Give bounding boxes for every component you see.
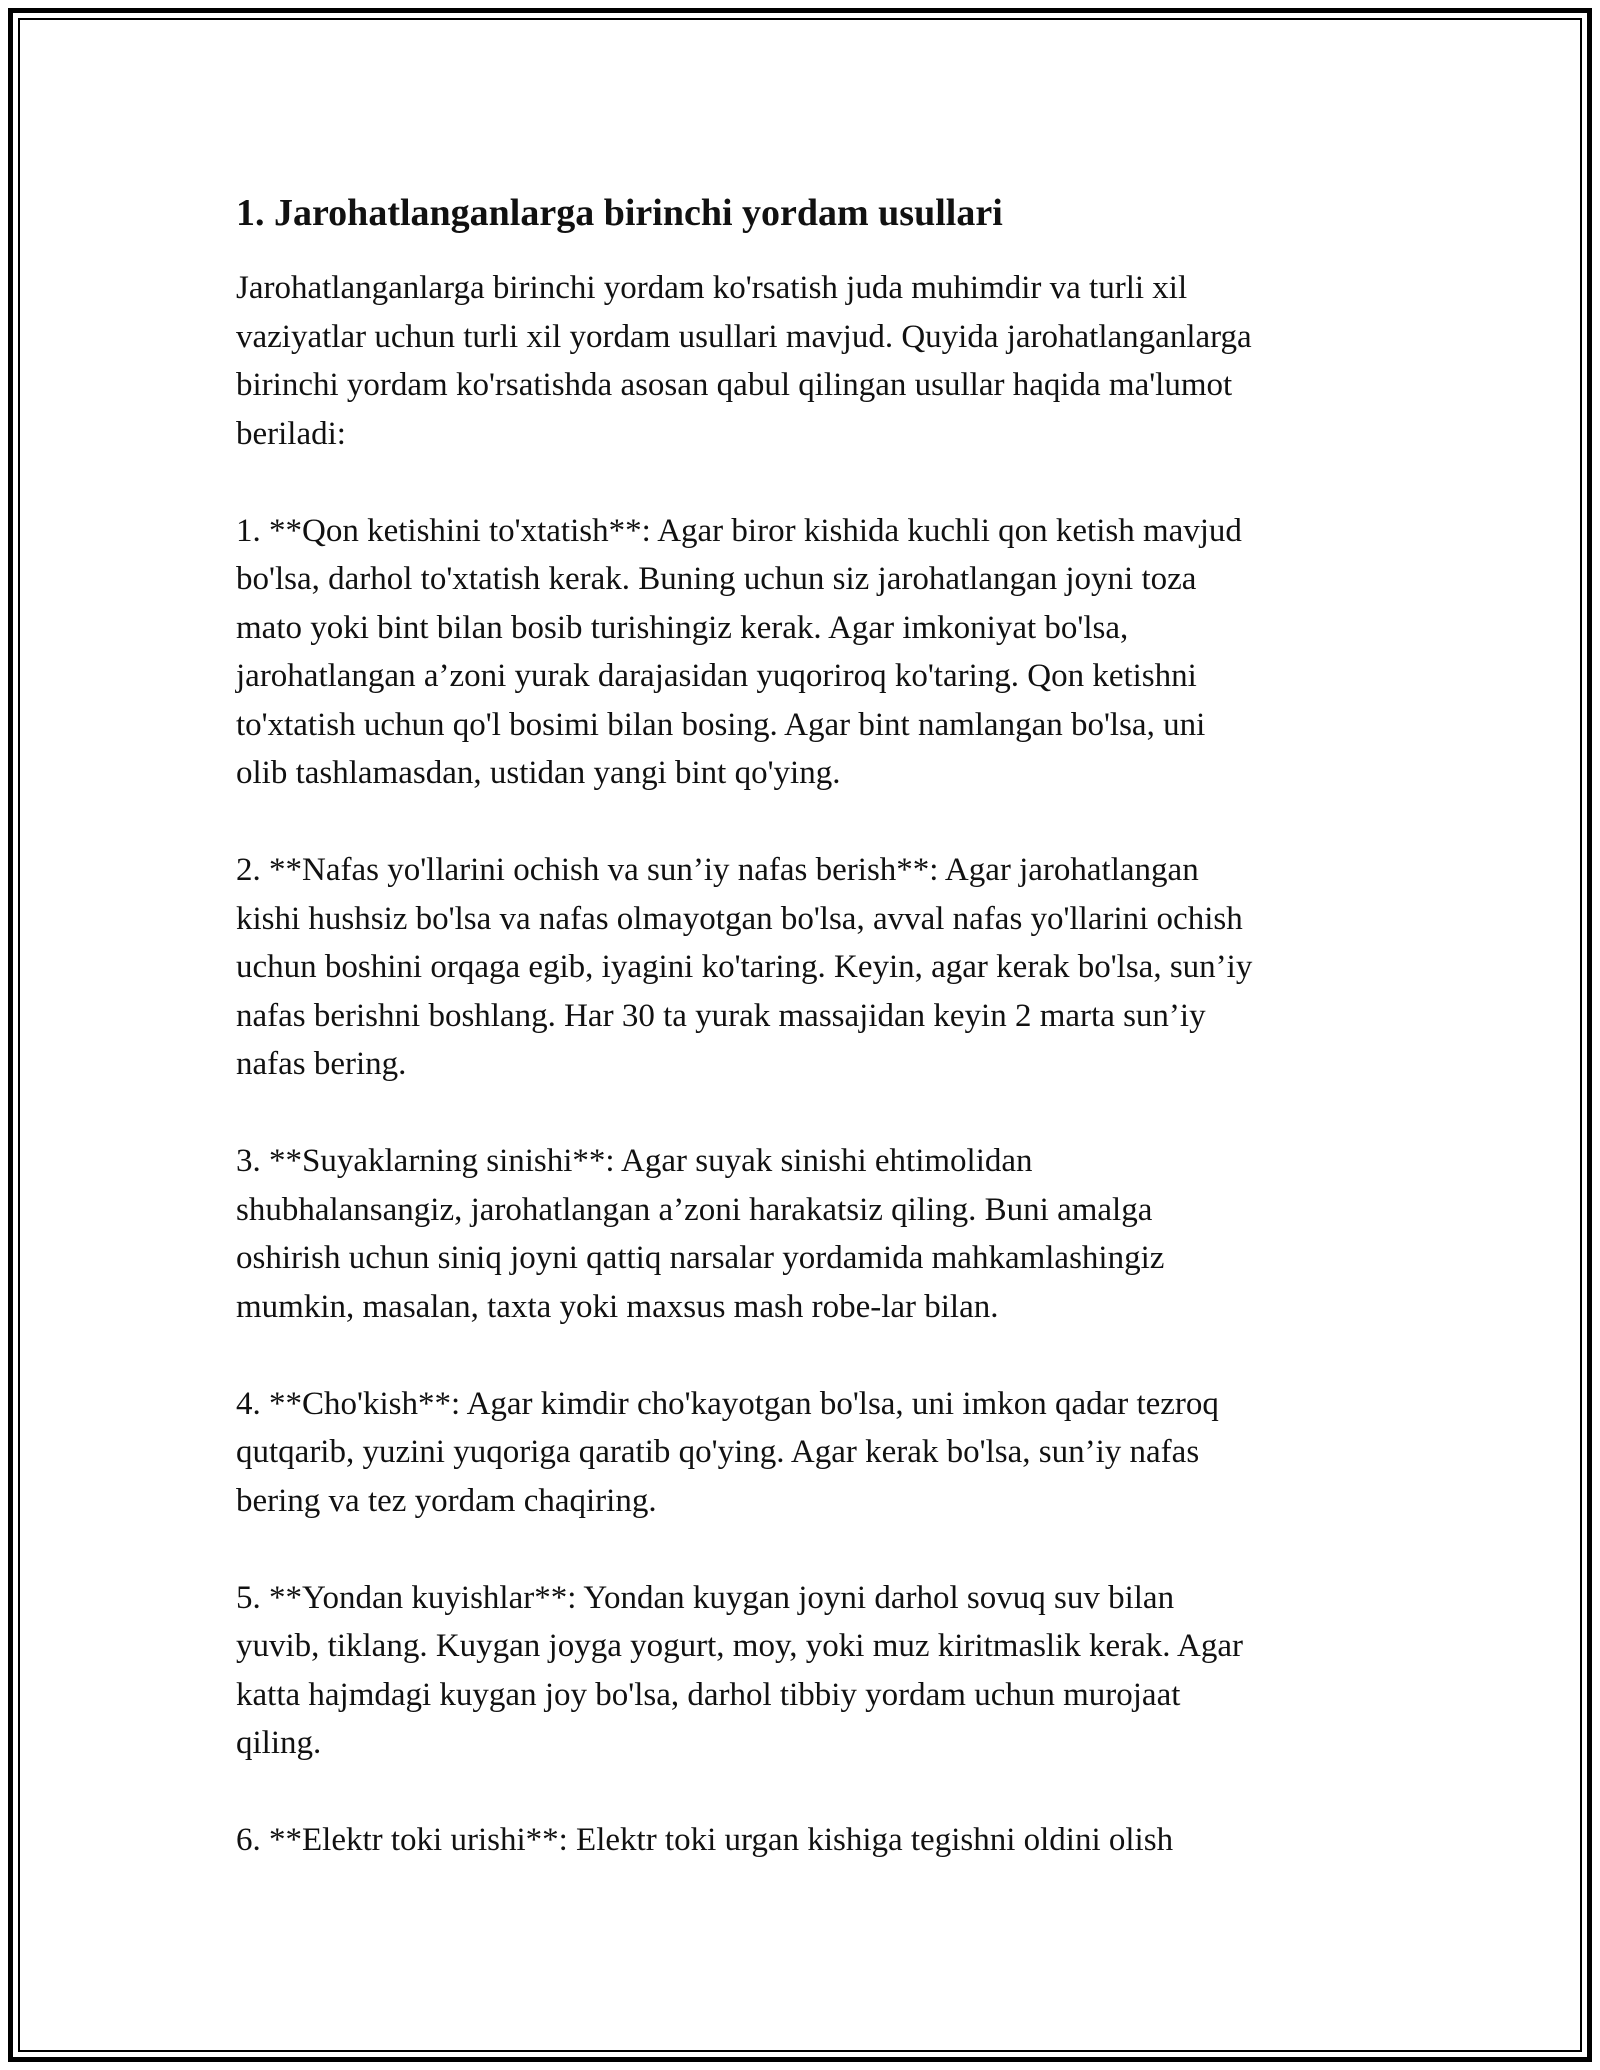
paragraph-intro: [236, 264, 1396, 458]
paragraph-item-3: [236, 1137, 1396, 1331]
text-line: 5. **Yondan kuyishlar**: Yondan kuygan joyni darhol sovuq suv bilan: [236, 1579, 1175, 1616]
text-line: qutqarib, yuzini yuqoriga qaratib qo'ying. Agar kerak bo'lsa, sun’iy nafas: [236, 1434, 1200, 1470]
text-line: katta hajmdagi kuygan joy bo'lsa, darhol tibbiy yordam uchun murojaat: [236, 1676, 1181, 1713]
text-line: beriladi:: [236, 415, 346, 452]
text-line: 3. **Suyaklarning sinishi**: Agar suyak sinishi ehtimolidan: [236, 1143, 1033, 1179]
text-line: 4. **Cho'kish**: Agar kimdir cho'kayotgan bo'lsa, uni imkon qadar tezroq: [236, 1385, 1219, 1422]
text-line: 6. **Elektr toki urishi**: Elektr toki urgan kishiga tegishni oldini olish: [236, 1822, 1174, 1858]
paragraph-item-2: [236, 846, 1396, 1089]
document-body: [236, 188, 1396, 1913]
document-title: 1. Jarohatlanganlarga birinchi yordam usullari: [236, 192, 1003, 234]
text-line: 2. **Nafas yo'llarini ochish va sun’iy nafas berish**: Agar jarohatlangan: [236, 852, 1199, 888]
text-line: vaziyatlar uchun turli xil yordam usullari mavjud. Quyida jarohatlanganlarga: [236, 318, 1252, 355]
text-line: birinchi yordam ko'rsatishda asosan qabul qilingan usullar haqida ma'lumot: [236, 367, 1233, 403]
text-line: mato yoki bint bilan bosib turishingiz kerak. Agar imkoniyat bo'lsa,: [236, 609, 1129, 646]
text-line: yuvib, tiklang. Kuygan joyga yogurt, moy, yoki muz kiritmaslik kerak. Agar: [236, 1628, 1243, 1664]
text-line: bering va tez yordam chaqiring.: [236, 1482, 657, 1519]
text-line: 1. **Qon ketishini to'xtatish**: Agar biror kishida kuchli qon ketish mavjud: [236, 512, 1242, 549]
paragraph-item-6: [236, 1816, 1396, 1865]
text-line: to'xtatish uchun qo'l bosimi bilan bosing. Agar bint namlangan bo'lsa, uni: [236, 706, 1206, 743]
text-line: qiling.: [236, 1725, 322, 1761]
text-line: mumkin, masalan, taxta yoki maxsus mash robe-lar bilan.: [236, 1288, 999, 1325]
text-line: nafas berishni boshlang. Har 30 ta yurak massajidan keyin 2 marta sun’iy: [236, 997, 1206, 1034]
text-line: olib tashlamasdan, ustidan yangi bint qo'ying.: [236, 755, 841, 791]
text-line: jarohatlangan a’zoni yurak darajasidan yuqoriroq ko'taring. Qon ketishni: [236, 658, 1197, 694]
text-line: kishi hushsiz bo'lsa va nafas olmayotgan bo'lsa, avval nafas yo'llarini ochish: [236, 900, 1243, 937]
paragraph-item-5: [236, 1574, 1396, 1768]
text-line: nafas bering.: [236, 1046, 407, 1082]
text-line: oshirish uchun siniq joyni qattiq narsalar yordamida mahkamlashingiz: [236, 1240, 1165, 1276]
text-line: Jarohatlanganlarga birinchi yordam ko'rsatish juda muhimdir va turli xil: [236, 270, 1188, 306]
paragraph-item-1: [236, 507, 1396, 798]
paragraph-item-4: [236, 1380, 1396, 1526]
text-line: bo'lsa, darhol to'xtatish kerak. Buning uchun siz jarohatlangan joyni toza: [236, 561, 1197, 597]
text-line: shubhalansangiz, jarohatlangan a’zoni harakatsiz qiling. Buni amalga: [236, 1191, 1153, 1228]
text-line: uchun boshini orqaga egib, iyagini ko'taring. Keyin, agar kerak bo'lsa, sun’iy: [236, 949, 1253, 985]
